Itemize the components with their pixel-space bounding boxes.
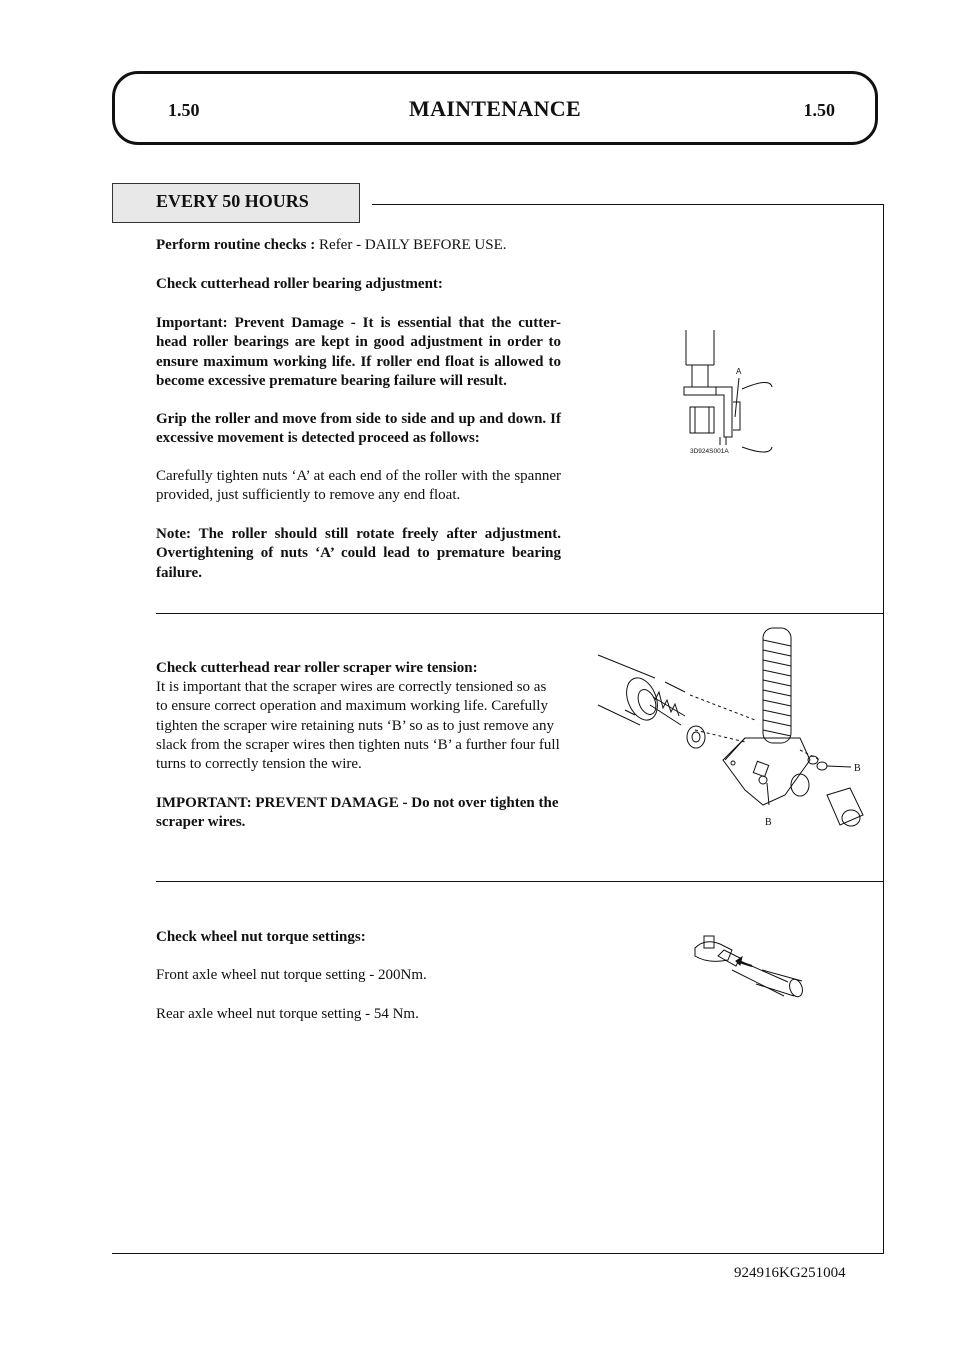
bearing-adjustment-heading: Check cutterhead roller bearing adjustment:	[156, 276, 443, 292]
frame-bottom-rule	[112, 1253, 884, 1254]
divider-rule-2	[156, 881, 884, 882]
routine-checks-text: Refer - DAILY BEFORE USE.	[315, 237, 507, 253]
tighten-nuts-paragraph: Carefully tighten nuts ‘A’ at each end of the roller with the spanner provided, just sufficiently to remove any end float.	[156, 468, 561, 504]
scraper-wire-body: It is important that the scraper wires are correctly tensioned so as to ensure correct operation and maximum working life. Carefully tighten the scraper wire retaining nuts ‘B’ so as to just remove any slack from the scraper wires then tighten nuts ‘B’ a further four full turns to correctly tension the wire.	[156, 679, 560, 773]
page-header	[112, 71, 878, 145]
scraper-wire-figure	[595, 620, 870, 835]
nut-b-label-bottom: B	[765, 817, 772, 828]
nut-b-label-right: B	[854, 763, 861, 774]
section-number-right: 1.50	[803, 100, 835, 120]
grip-roller-paragraph: Grip the roller and move from side to side and up and down. If excessive movement is detected proceed as follows:	[156, 411, 561, 447]
section-number-left: 1.50	[168, 100, 200, 120]
wheel-nut-heading: Check wheel nut torque settings:	[156, 929, 366, 945]
bearing-important-paragraph: Important: Prevent Damage - It is essential that the cutter-head roller bearings are kept in good adjustment in order to ensure maximum working life. If roller end float is allowed to become excessive premature bearing failure will result.	[156, 315, 561, 389]
routine-checks-line	[156, 236, 561, 255]
figure-code-label: 3D924S001A	[690, 448, 729, 455]
section-tab: EVERY 50 HOURS	[112, 183, 360, 223]
roller-bearing-figure	[670, 325, 790, 460]
divider-rule-1	[156, 613, 884, 614]
frame-top-rule	[372, 204, 884, 205]
rear-axle-torque: Rear axle wheel nut torque setting - 54 Nm.	[156, 1006, 419, 1022]
scraper-wire-important: IMPORTANT: PREVENT DAMAGE - Do not over tighten the scraper wires.	[156, 795, 559, 831]
front-axle-torque: Front axle wheel nut torque setting - 200Nm.	[156, 967, 427, 983]
routine-checks-label: Perform routine checks :	[156, 237, 316, 253]
torque-wrench-figure	[690, 930, 810, 1005]
roller-note-paragraph: Note: The roller should still rotate freely after adjustment. Overtightening of nuts ‘A’ could lead to premature bearing failure.	[156, 526, 561, 581]
nut-a-label: A	[736, 367, 742, 376]
frame-right-rule	[883, 204, 884, 1254]
document-code: 924916KG251004	[734, 1265, 846, 1281]
page-title: MAINTENANCE	[409, 96, 581, 121]
scraper-wire-heading: Check cutterhead rear roller scraper wire tension:	[156, 660, 478, 676]
